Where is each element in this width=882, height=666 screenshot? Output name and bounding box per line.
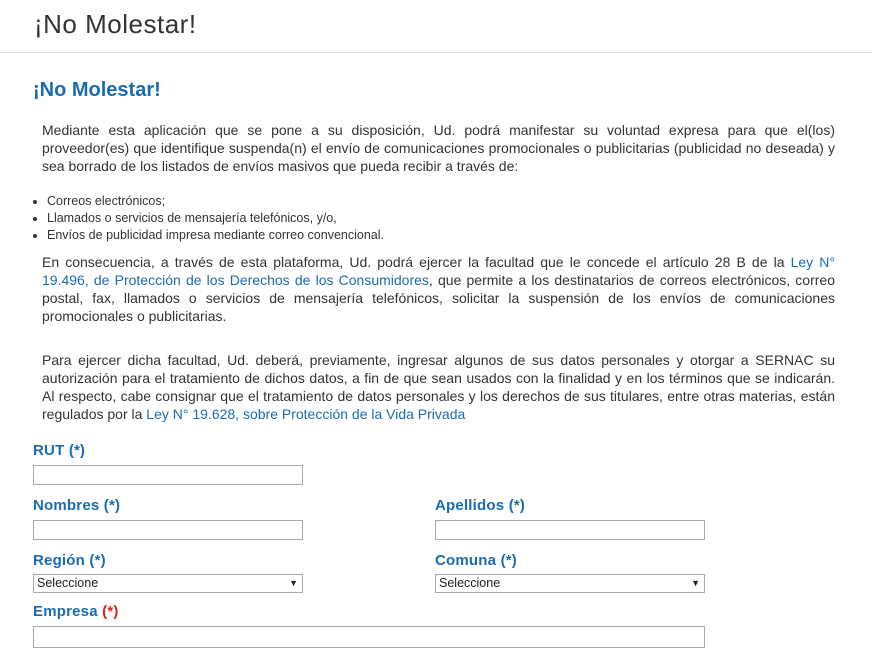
comuna-label-text: Comuna bbox=[435, 552, 497, 569]
ley-19496-link[interactable]: Ley N° 19.496, de Protección de los Derechos de los Consumidores bbox=[42, 254, 836, 288]
section-title: ¡No Molestar! bbox=[33, 79, 161, 101]
list-item: • Llamados o servicios de mensajería telefónicos, y/o, bbox=[47, 210, 384, 227]
channels-list bbox=[31, 193, 384, 244]
nombres-label-text: Nombres bbox=[33, 497, 100, 514]
comuna-label bbox=[435, 552, 517, 569]
ley-19628-link[interactable]: Ley N° 19.628, sobre Protección de la Vida Privada bbox=[146, 406, 466, 422]
consequence-paragraph bbox=[42, 253, 835, 325]
apellidos-label-text: Apellidos bbox=[435, 497, 505, 514]
page-header bbox=[0, 0, 872, 53]
rut-label-text: RUT bbox=[33, 442, 65, 459]
required-marker: (*) bbox=[68, 442, 86, 459]
region-label bbox=[33, 552, 106, 569]
empresa-input[interactable] bbox=[33, 626, 705, 648]
list-item: • Envíos de publicidad impresa mediante correo convencional. bbox=[47, 227, 384, 244]
intro-paragraph: Mediante esta aplicación que se pone a su disposición, Ud. podrá manifestar su voluntad expresa para que el(los) proveedor(es) que identifique suspenda(n) el envío de comunicaciones promocionales o publicitarias (publicidad no deseada) y sea borrado de los listados de envíos masivos que pueda recibir a través de: bbox=[42, 122, 835, 174]
privacy-paragraph bbox=[42, 351, 835, 423]
required-marker: (*) bbox=[89, 552, 106, 569]
required-marker: (*) bbox=[103, 497, 121, 514]
empresa-label bbox=[33, 603, 119, 620]
empresa-label-text: Empresa bbox=[33, 603, 98, 620]
comuna-selected-value: Seleccione bbox=[439, 576, 501, 590]
rut-input[interactable] bbox=[33, 465, 303, 485]
triangle-down-icon: ▼ bbox=[691, 578, 700, 588]
apellidos-label bbox=[435, 497, 525, 514]
comuna-select[interactable] bbox=[435, 574, 705, 593]
triangle-down-icon: ▼ bbox=[289, 578, 298, 588]
nombres-label bbox=[33, 497, 120, 514]
required-marker: (*) bbox=[500, 552, 518, 569]
nombres-input[interactable] bbox=[33, 520, 303, 540]
required-marker: (*) bbox=[508, 497, 526, 514]
list-item: • Correos electrónicos; bbox=[47, 193, 384, 210]
privacy-text: Para ejercer dicha facultad, Ud. deberá, previamente, ingresar algunos de sus datos personales y otorgar a SERNAC su autorización para el tratamiento de dichos datos, a fin de que sean usados con la finalidad y en los términos que se indicarán. Al respecto, cabe consignar que el tratamiento de datos personales y los derechos de sus titulares, entre otras materias, están regulados por la bbox=[42, 352, 835, 422]
consequence-text-before: En consecuencia, a través de esta plataforma, Ud. podrá ejercer la facultad que le concede el artículo 28 B de la bbox=[42, 254, 791, 270]
required-marker: (*) bbox=[102, 603, 119, 620]
page-title: ¡No Molestar! bbox=[34, 9, 197, 39]
region-label-text: Región bbox=[33, 552, 86, 569]
rut-label bbox=[33, 442, 85, 459]
apellidos-input[interactable] bbox=[435, 520, 705, 540]
region-select[interactable] bbox=[33, 574, 303, 593]
consequence-text-after: , que permite a los destinatarios de correos electrónicos, correo postal, fax, llamados o servicios de mensajería telefónicos, solicitar la suspensión de los envíos de comunicaciones promocionales o publicitarias. bbox=[42, 272, 835, 324]
region-selected-value: Seleccione bbox=[37, 576, 99, 590]
